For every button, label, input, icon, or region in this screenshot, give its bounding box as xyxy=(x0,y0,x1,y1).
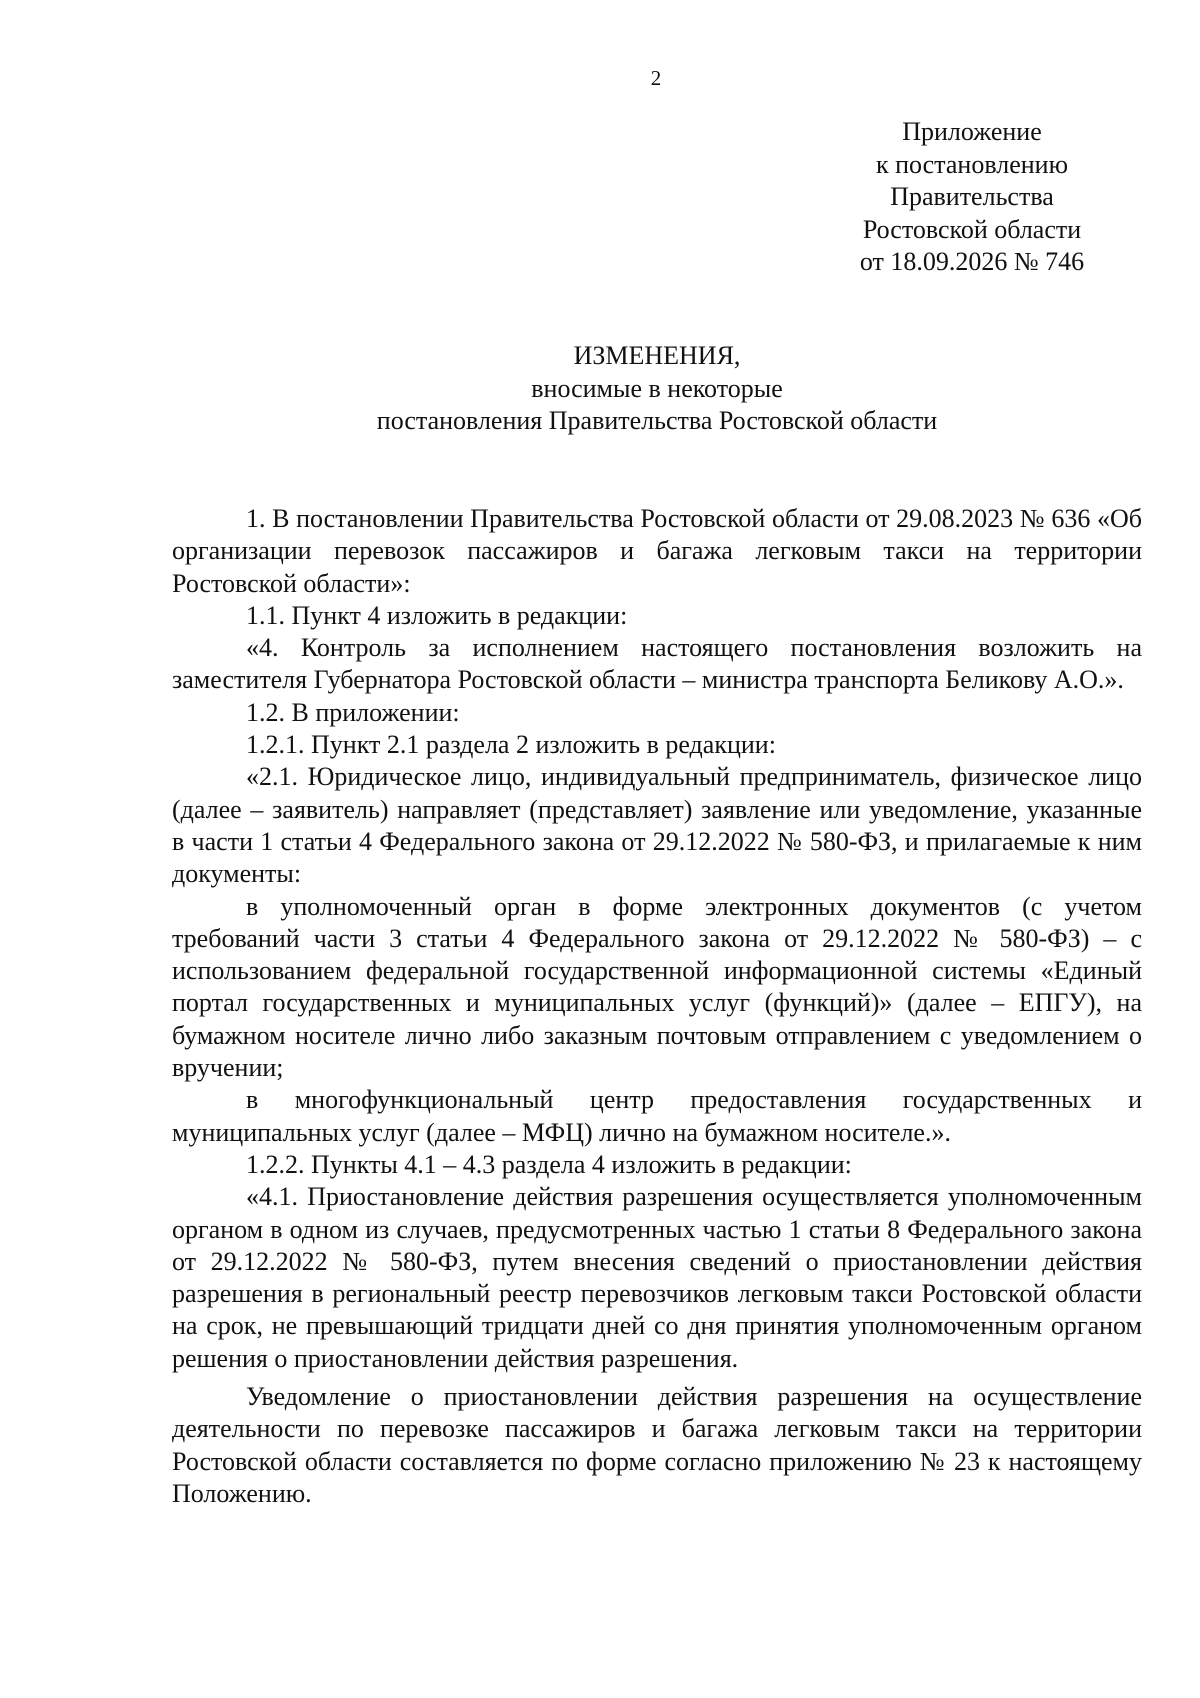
appendix-line: Ростовской области xyxy=(862,214,1082,244)
heading-subtitle-line: вносимые в некоторые xyxy=(531,373,783,403)
document-body xyxy=(172,503,1142,1510)
body-paragraph: 1.2. В приложении: xyxy=(246,697,460,727)
appendix-line: к постановлению xyxy=(875,149,1069,179)
page-number: 2 xyxy=(650,66,662,90)
body-paragraph: 1. В постановлении Правительства Ростовской области от 29.08.2023 № 636 «Об организации перевозок пассажиров и багажа легковым такси на территории Ростовской области»: xyxy=(172,504,1142,598)
body-paragraph: в многофункциональный центр предоставления государственных и муниципальных услуг (далее – МФЦ) лично на бумажном носителе.». xyxy=(172,1085,1142,1147)
appendix-line: от 18.09.2026 № 746 xyxy=(859,247,1085,276)
body-paragraph: «4. Контроль за исполнением настоящего постановления возложить на заместителя Губернатора Ростовской области – министра транспорта Беликову А.О.». xyxy=(172,633,1142,695)
appendix-line: Правительства xyxy=(890,182,1054,211)
heading-subtitle-line: постановления Правительства Ростовской области xyxy=(376,406,938,435)
body-paragraph: «2.1. Юридическое лицо, индивидуальный предприниматель, физическое лицо (далее – заявитель) направляет (представляет) заявление или уведомление, указанные в части 1 статьи 4 Федерального закона от 29.12.2022 № 580-ФЗ, и прилагаемые к ним документы: xyxy=(172,762,1142,889)
body-paragraph: 1.1. Пункт 4 изложить в редакции: xyxy=(246,600,628,630)
document-heading xyxy=(172,340,1142,438)
heading-title: ИЗМЕНЕНИЯ, xyxy=(573,341,741,370)
body-paragraph: 1.2.1. Пункт 2.1 раздела 2 изложить в редакции: xyxy=(246,730,776,760)
body-paragraph: «4.1. Приостановление действия разрешения осуществляется уполномоченным органом в одном из случаев, предусмотренных частью 1 статьи 8 Федерального закона от 29.12.2022 № 580-ФЗ, путем внесения сведений о приостановлении действия разрешения в региональный реестр перевозчиков легковым такси Ростовской области на срок, не превышающий тридцати дней со дня принятия уполномоченным органом решения о приостановлении действия разрешения. xyxy=(172,1182,1142,1373)
body-paragraph: 1.2.2. Пункты 4.1 – 4.3 раздела 4 изложить в редакции: xyxy=(246,1149,852,1179)
body-paragraph: в уполномоченный орган в форме электронных документов (с учетом требований части 3 статьи 4 Федерального закона от 29.12.2022 № 580-ФЗ) – с использованием федеральной государственной информационной системы «Единый портал государственных и муниципальных услуг (функций)» (далее – ЕПГУ), на бумажном носителе лично либо заказным почтовым отправлением с уведомлением о вручении; xyxy=(172,891,1142,1083)
appendix-block xyxy=(822,116,1122,279)
body-paragraph: Уведомление о приостановлении действия разрешения на осуществление деятельности по перевозке пассажиров и багажа легковым такси на территории Ростовской области составляется по форме согласно приложению № 23 к настоящему Положению. xyxy=(172,1382,1142,1508)
appendix-line: Приложение xyxy=(902,117,1042,146)
